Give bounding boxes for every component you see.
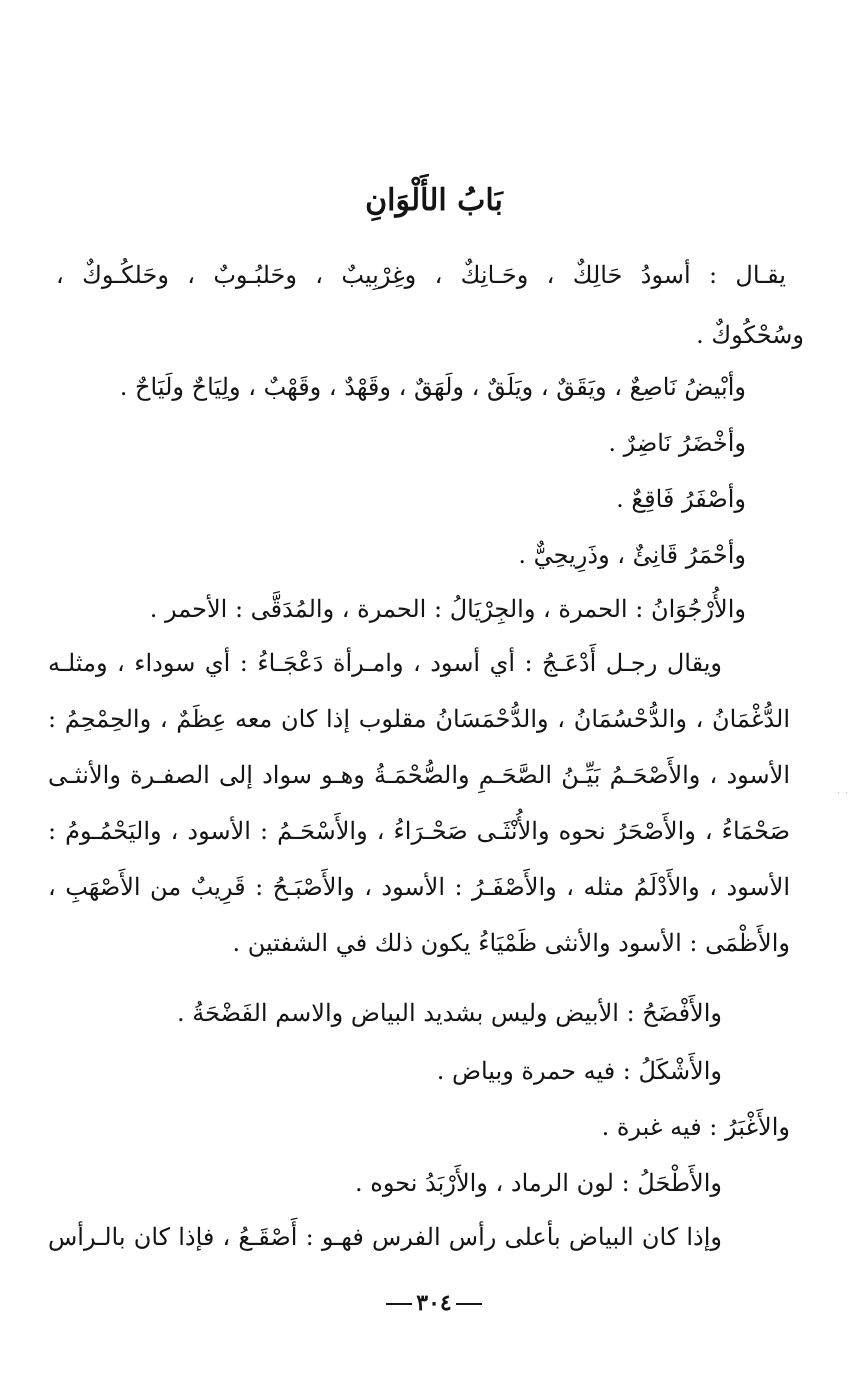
text-line: وسُحْكُوكٌ . (696, 321, 804, 349)
page-number-dash (386, 1303, 412, 1305)
scan-speck (846, 792, 847, 793)
text-line: والأَفْضَحُ : الأبيض وليس بشديد البياض والاسم الفَضْحَةُ . (177, 999, 722, 1027)
page-number-text: ٣٠٤ (416, 1290, 452, 1316)
text-line: وأخْضَرُ نَاضِرٌ . (608, 429, 746, 457)
text-line: والأَظْمَى : الأسود والأنثى ظَمْيَاءُ يكون ذلك في الشفتين . (232, 929, 790, 957)
scan-speck (838, 792, 839, 793)
text-line: والأَطْحَلُ : لون الرماد ، والأَرْبَدُ نحوه . (355, 1169, 722, 1197)
text-line: وإذا كان البياض بأعلى رأس الفرس فهـو : أَصْقَـعُ ، فإذا كان بالـرأس (48, 1223, 722, 1251)
text-line: الأسود ، والأَصْحَـمُ بَيِّـنُ الصَّحَـمِ والصُّحْمَـةُ وهـو سواد إلى الصفـرة والأنثـى (48, 761, 790, 789)
text-line: والأَغْبَرُ : فيه غبرة . (601, 1113, 790, 1141)
text-line: وأصْفَرُ فَاقِعٌ . (616, 485, 746, 513)
chapter-title (0, 183, 868, 218)
text-line: صَحْمَاءُ ، والأَصْحَرُ نحوه والأُنْثَـى صَحْـرَاءُ ، والأَسْحَـمُ : الأسود ، واليَحْمُـومُ : (48, 817, 790, 845)
text-line: والأَشْكَلُ : فيه حمرة وبياض . (436, 1057, 722, 1085)
text-line: الأسود ، والأَدْلَمُ مثله ، والأَصْفَـرُ : الأسود ، والأَصْبَـحُ : قَرِيبٌ من الأَصْهَبِ ، (48, 873, 790, 901)
page-number (0, 1290, 868, 1316)
text-line: والأُرْجُوَانُ : الحمرة ، والجِرْيَالُ : الحمرة ، والمُدَقَّى : الأحمر . (149, 595, 746, 623)
page-number-dash (456, 1303, 482, 1305)
text-line: ويقال رجـل أَدْعَـجُ : أي أسود ، وامـرأة دَعْجَـاءُ : أي سوداء ، ومثلـه (48, 649, 722, 677)
text-line: وأحْمَرُ قَانِئٌ ، وذَرِيحِيٌّ . (518, 541, 746, 569)
chapter-title-text: بَابُ الأَلْوَانِ (365, 183, 503, 218)
text-line: يقـال : أسودُ حَالِكٌ ، وحَـانِكٌ ، وغِرْبِيبٌ ، وحَلبُـوبٌ ، وحَلكُـوكٌ ، (56, 261, 786, 289)
text-line: الدُّغْمَانُ ، والدُّحْسُمَانُ ، والدُّحْمَسَانُ مقلوب إذا كان معه عِظَمٌ ، والحِمْحِمُ : (48, 705, 790, 733)
text-line: وأبْيضُ نَاصِعٌ ، ويَقَقٌ ، ويَلَقٌ ، ولَهَقٌ ، وقَهْدٌ ، وقَهْبٌ ، ولِيَاحٌ ولَيَاحٌ . (119, 373, 746, 401)
